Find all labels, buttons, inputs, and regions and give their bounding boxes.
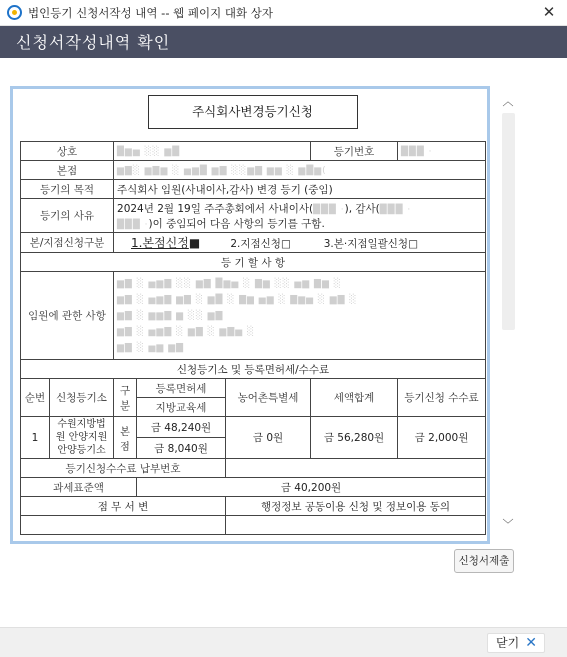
col-rural-tax: 농어촌특별세 — [226, 379, 311, 417]
application-form-table — [20, 141, 486, 535]
application-document — [20, 95, 485, 513]
row-reg-purpose — [21, 180, 486, 199]
col-local-edu-tax: 지방교육세 — [137, 398, 226, 417]
option-branch: 2.지점신청□ — [230, 238, 291, 250]
label-admin-consent: 행정정보 공동이용 신청 및 정보이용 동의 — [226, 497, 486, 516]
value-fee-payment-no — [226, 459, 486, 478]
row-head-office — [21, 161, 486, 180]
label-registry-no: 등기번호 — [311, 142, 398, 161]
option-bulk: 3.본·지점일괄신청□ — [323, 238, 418, 250]
value-registry-no: ███ · — [398, 142, 486, 161]
label-reg-reason: 등기의 사유 — [21, 199, 114, 233]
scrollbar-thumb[interactable] — [502, 113, 515, 330]
label-tax-base: 과세표준액 — [21, 478, 137, 497]
value-local-edu-tax: 금 8,040원 — [137, 438, 226, 459]
value-head-office: ▆▇░ ▆▇▆ ░ ▅▆█ ▆▇ ░░▆▇ ▆▆ ░ ▆█▆( — [114, 161, 486, 180]
window-title: 법인등기 신청서작성 내역 -- 웹 페이지 대화 상자 — [28, 6, 273, 20]
option-head-office: 1.본점신정■ — [131, 236, 201, 250]
row-office-type — [21, 233, 486, 253]
value-officers: ▆▇ ░ ▅▆▇ ░░ ▆▇ █▆▅ ░ ▇▆ ░░ ▅▆ ▇▆ ░ ▆▇ ░ ▅▆▇ ▆▇ ░ ▆█ ░ ▇▆ ▅▆ ░ ▇▆▅ ░ ▆▇ ░ ▆▇ ░ ▆▆▇ ▆ ░░ ▆▇ ▆▇ ░ ▅▆▇ ░ ▆▇ ░ ▆▇▅ ░ ▆▇ ░ ▅▆ ▆▇ — [114, 272, 486, 360]
dialog-title: 신청서작성내역 확인 — [16, 33, 171, 52]
items-header: 등 기 할 사 항 — [21, 253, 486, 272]
browser-icon — [7, 5, 22, 20]
value-filing-fee: 금 2,000원 — [398, 417, 486, 459]
label-fee-payment-no: 등기신청수수료 납부번호 — [21, 459, 226, 478]
submit-application-button[interactable]: 신청서제출 — [454, 549, 514, 573]
fees-header: 신청등기소 및 등록면허세/수수료 — [21, 360, 486, 379]
value-tax-base: 금 40,200원 — [137, 478, 486, 497]
cell-tail-right — [226, 516, 486, 535]
window-close-icon[interactable]: ✕ — [542, 3, 556, 21]
value-seq: 1 — [21, 417, 50, 459]
col-registry-office: 신청등기소 — [50, 379, 114, 417]
value-reg-license-tax: 금 48,240원 — [137, 417, 226, 438]
col-tax-total: 세액합계 — [311, 379, 398, 417]
dialog-footer — [0, 627, 567, 657]
dialog-header — [0, 26, 567, 58]
row-reg-reason — [21, 199, 486, 233]
document-title: 주식회사변경등기신청 — [148, 95, 358, 129]
row-tail — [21, 516, 486, 535]
label-affairs: 점 무 서 변 — [21, 497, 226, 516]
row-fees-header — [21, 360, 486, 379]
scroll-up-icon[interactable]: ︿ — [502, 95, 514, 108]
row-tax-base — [21, 478, 486, 497]
value-division: 본점 — [114, 417, 137, 459]
col-reg-license-tax: 등록면허세 — [137, 379, 226, 398]
row-sanggho — [21, 142, 486, 161]
col-division: 구분 — [114, 379, 137, 417]
value-tax-total: 금 56,280원 — [311, 417, 398, 459]
row-fee-values — [21, 417, 486, 438]
label-reg-purpose: 등기의 목적 — [21, 180, 114, 199]
row-items-header — [21, 253, 486, 272]
row-fee-payment-no — [21, 459, 486, 478]
value-reg-purpose: 주식회사 임원(사내이사,감사) 변경 등기 (중임) — [114, 180, 486, 199]
document-frame — [10, 86, 490, 544]
row-affairs — [21, 497, 486, 516]
value-office-type — [114, 233, 486, 253]
row-fee-columns — [21, 379, 486, 398]
label-officers: 임원에 관한 사항 — [21, 272, 114, 360]
value-reg-reason: 2024년 2월 19일 주주총회에서 사내이사(███ ·), 감사(███ · ███ ·)이 중임되어 다음 사항의 등기를 구함. — [114, 199, 486, 233]
label-head-office: 본점 — [21, 161, 114, 180]
value-rural-tax: 금 0원 — [226, 417, 311, 459]
scroll-down-icon[interactable]: ﹀ — [502, 518, 514, 531]
label-sanggho: 상호 — [21, 142, 114, 161]
cell-tail-left — [21, 516, 226, 535]
value-registry-office: 수원지방법원 안양지원 안양등기소 — [50, 417, 114, 459]
col-filing-fee: 등기신청 수수료 — [398, 379, 486, 417]
value-sanggho: █▆▅ ░░ ▆█ — [114, 142, 311, 161]
window-titlebar — [0, 0, 567, 26]
row-officers — [21, 272, 486, 360]
close-icon: ✕ — [525, 635, 537, 651]
close-button-label: 닫기 — [496, 636, 520, 650]
label-office-type: 본/지점신청구분 — [21, 233, 114, 253]
close-button[interactable] — [487, 633, 545, 653]
col-seq: 순번 — [21, 379, 50, 417]
